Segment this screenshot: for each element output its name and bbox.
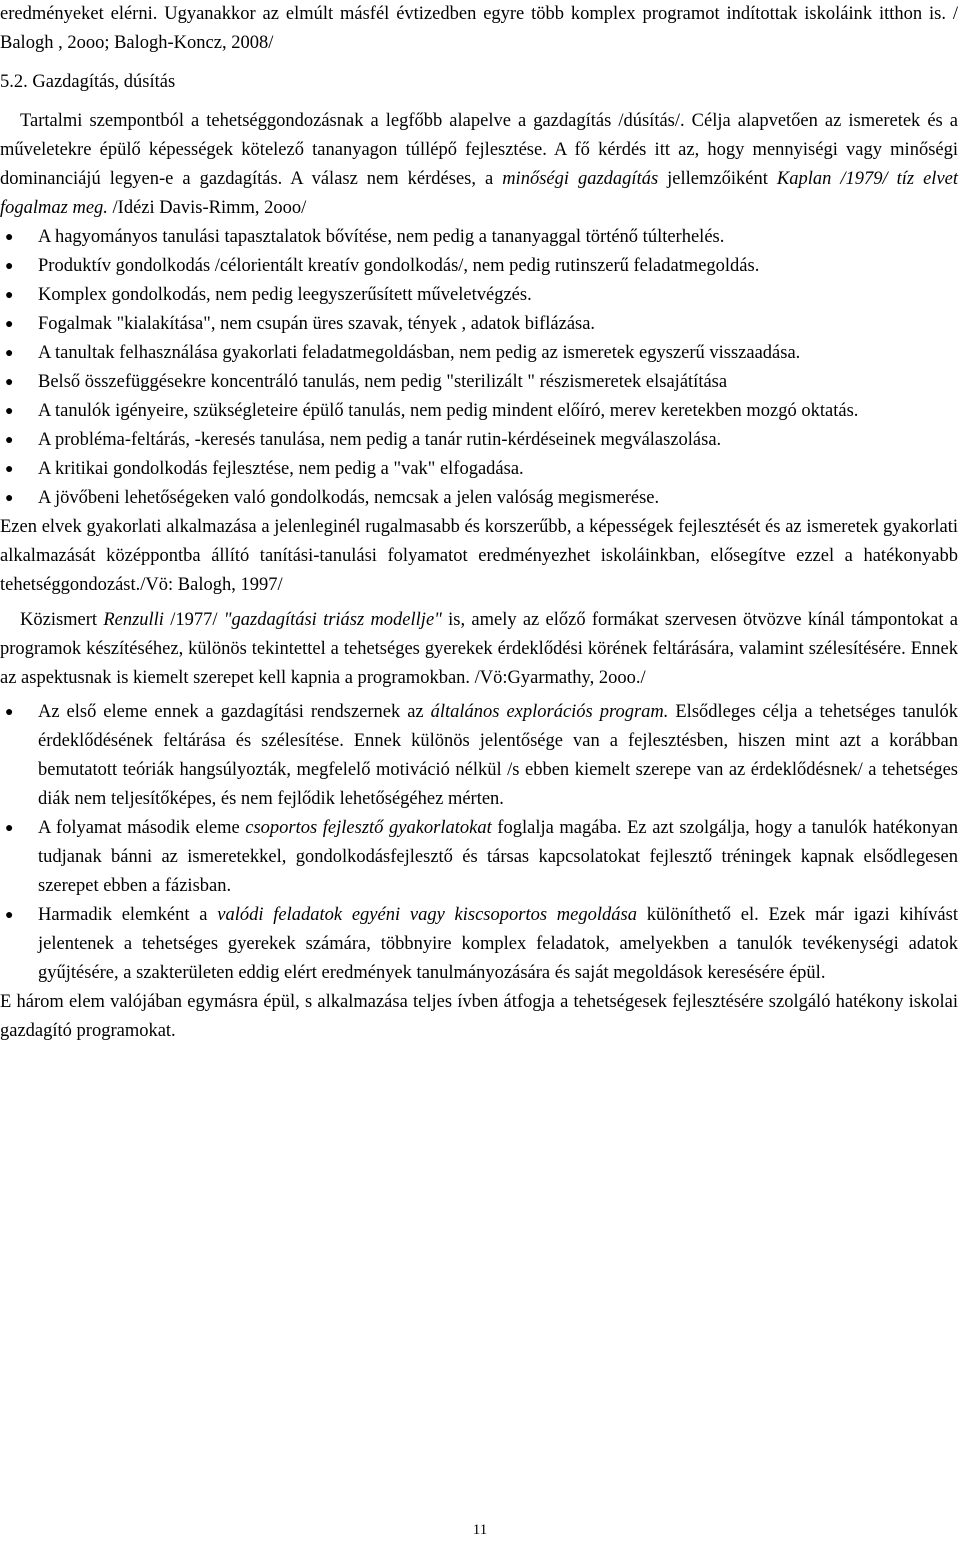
bullet-icon: ● — [5, 288, 14, 303]
summary-paragraph: Ezen elvek gyakorlati alkalmazása a jelenleginél rugalmasabb és korszerűbb, a képességek fejlesztését és az ismeretek gyakorlati alkalmazását középpontba állító tanítási-tanulási folyamatot eredményezhet iskoláinkban, elősegítve ezzel a hatékonyabb tehetséggondozást./Vö: Balogh, 1997/ — [0, 517, 958, 595]
list-item: ● A jövőbeni lehetőségeken való gondolkodás, nemcsak a jelen valóság megismerése. — [38, 484, 958, 513]
bullet-icon: ● — [5, 821, 14, 836]
renzulli-name: Renzulli — [103, 610, 164, 630]
triad-model-title: "gazdagítási triász modellje" — [223, 610, 442, 630]
principles-list — [0, 223, 958, 513]
bullet-icon: ● — [5, 346, 14, 361]
triad-item-italic: valódi feladatok egyéni vagy kiscsoportos megoldása — [217, 905, 637, 925]
list-item: ● Produktív gondolkodás /célorientált kreatív gondolkodás/, nem pedig rutinszerű feladatmegoldás. — [38, 252, 958, 281]
bullet-icon: ● — [5, 705, 14, 720]
bullet-icon: ● — [5, 462, 14, 477]
bullet-icon: ● — [5, 230, 14, 245]
intro-italic-quality-enrichment: minőségi gazdagítás — [502, 169, 659, 189]
triad-list — [0, 698, 958, 988]
top-fragment-paragraph: eredményeket elérni. Ugyanakkor az elmúlt másfél évtizedben egyre több komplex programot indítottak iskoláink itthon is. / Balogh , 2ooo; Balogh-Koncz, 2008/ — [0, 4, 958, 53]
intro-paragraph — [0, 107, 958, 223]
bullet-icon: ● — [5, 433, 14, 448]
triad-item-italic: csoportos fejlesztő gyakorlatokat — [245, 818, 492, 838]
list-item: ● A probléma-feltárás, -keresés tanulása, nem pedig a tanár rutin-kérdéseinek megválaszolása. — [38, 426, 958, 455]
bullet-icon: ● — [5, 404, 14, 419]
list-item: ● Az első eleme ennek a gazdagítási rendszernek az általános explorációs program. Elsődleges célja a tehetséges tanulók érdeklődésének feltárása és szélesítése. Ennek különös jelentősége van a fejlesztésben, hiszen mint azt a korábban bemutatott teóriák hangsúlyozták, megfelelő motiváció nélkül /s ebben kiemelt szerepe van az érdeklődésnek/ a tehetséges diák nem teljesítőképes, és nem fejlődik lehetőségéhez mérten. — [38, 698, 958, 814]
list-item: ● A hagyományos tanulási tapasztalatok bővítése, nem pedig a tananyaggal történő túlterhelés. — [38, 223, 958, 252]
list-item: ● A tanultak felhasználása gyakorlati feladatmegoldásban, nem pedig az ismeretek egyszerű visszaadása. — [38, 339, 958, 368]
bullet-icon: ● — [5, 375, 14, 390]
intro-text-3: /Idézi Davis-Rimm, 2ooo/ — [107, 198, 307, 218]
intro-text-1: Tartalmi szempontból a tehetséggondozásnak a legfőbb alapelve a gazdagítás /dúsítás/. Célja alapvetően az ismeretek és a műveletekre épülő képességek kötelező tananyagon túllépő fejlesztése. A fő kérdés itt az, hogy mennyiségi vagy minőségi dominanciájú legyen-e a gazdagítás. A válasz nem kérdéses, a — [0, 111, 958, 189]
intro-italic-kaplan: Kaplan /1979/ tíz elvet fogalmaz meg. — [0, 169, 959, 218]
section-heading: 5.2. Gazdagítás, dúsítás — [0, 72, 176, 92]
bullet-icon: ● — [5, 317, 14, 332]
renzulli-paragraph: Közismert Renzulli /1977/ "gazdagítási triász modellje" is, amely az előző formákat szervesen ötvözve kínál támpontokat a programok készítéséhez, különös tekintettel a tehetséges gyerekek érdeklődési körének feltárására, valamint szélesítésére. Ennek az aspektusnak is kiemelt szerepet kell kapnia a programokban. /Vö:Gyarmathy, 2ooo./ — [0, 610, 958, 688]
bullet-icon: ● — [5, 491, 14, 506]
list-item: ● A folyamat második eleme csoportos fejlesztő gyakorlatokat foglalja magába. Ez azt szolgálja, hogy a tanulók hatékonyan tudjanak bánni az ismeretekkel, gondolkodásfejlesztő és társas kapcsolatokat fejlesztő tréningek kapnak elsődlegesen szerepet ebben a fázisban. — [38, 814, 958, 901]
list-item: ● Komplex gondolkodás, nem pedig leegyszerűsített műveletvégzés. — [38, 281, 958, 310]
intro-text-2: jellemzőiként — [658, 169, 777, 189]
triad-item-italic: általános explorációs program. — [430, 702, 669, 722]
bullet-icon: ● — [5, 908, 14, 923]
list-item: ● Harmadik elemként a valódi feladatok egyéni vagy kiscsoportos megoldása különíthető el. Ezek már igazi kihívást jelentenek a tehetséges gyerekek számára, többnyire komplex feladatok, amelyekben a tanulók tevékenységi adatok gyűjtésére, a szakterületen eddig elért eredmények tanulmányozására és saját megoldások keresésére épül. — [38, 901, 958, 988]
list-item: ● Fogalmak "kialakítása", nem csupán üres szavak, tények , adatok biflázása. — [38, 310, 958, 339]
bullet-icon: ● — [5, 259, 14, 274]
page-number: 11 — [472, 1522, 488, 1538]
list-item: ● A kritikai gondolkodás fejlesztése, nem pedig a "vak" elfogadása. — [38, 455, 958, 484]
closing-paragraph: E három elem valójában egymásra épül, s alkalmazása teljes ívben átfogja a tehetségesek fejlesztésére szolgáló hatékony iskolai gazdagító programokat. — [0, 992, 958, 1041]
list-item: ● Belső összefüggésekre koncentráló tanulás, nem pedig "sterilizált " részismeretek elsajátítása — [38, 368, 958, 397]
list-item: ● A tanulók igényeire, szükségleteire épülő tanulás, nem pedig mindent előíró, merev keretekben mozgó oktatás. — [38, 397, 958, 426]
